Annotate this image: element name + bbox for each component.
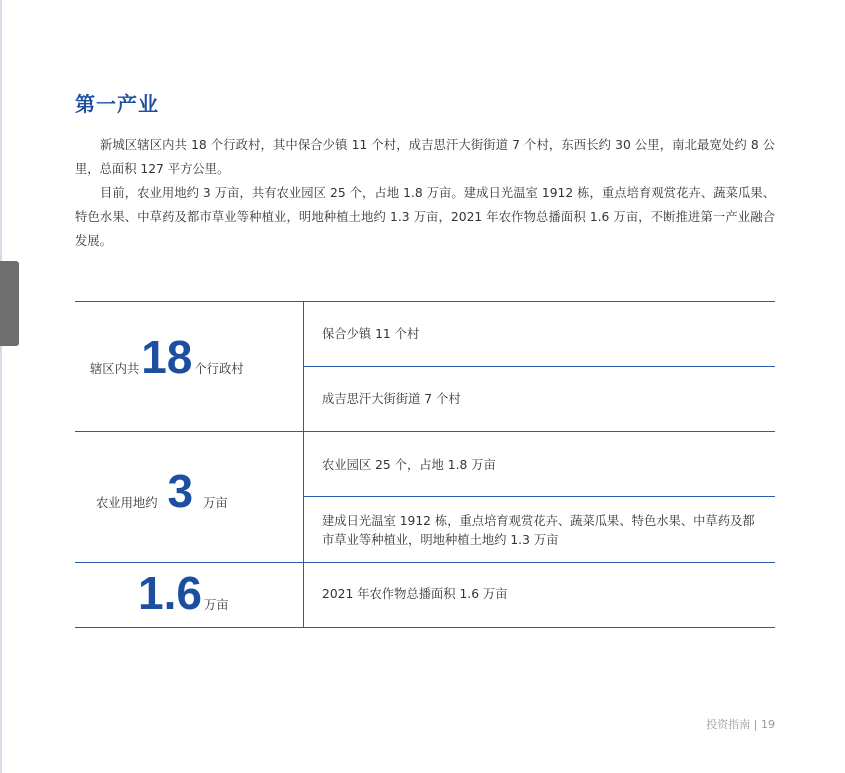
intro-paragraph-2: 目前，农业用地约 3 万亩，共有农业园区 25 个，占地 1.8 万亩。建成日光温室 1912 栋，重点培育观赏花卉、蔬菜瓜果、特色水果、中草药及都市草业等种植业，明地种植土地约 1.3 万亩，2021 年农作物总播面积 1.6 万亩，不断推进第一产业融合发展。 <box>75 186 775 248</box>
table-bottom-rule <box>75 627 775 628</box>
table-cell: 农业园区 25 个，占地 1.8 万亩 <box>322 458 496 472</box>
stat-suffix: 万亩 <box>203 496 228 510</box>
table-inner-rule <box>304 496 775 497</box>
section-title: 第一产业 <box>75 92 159 116</box>
stat-number: 1.6 <box>138 567 202 619</box>
stat-villages <box>90 330 244 384</box>
intro-paragraph-1: 新城区辖区内共 18 个行政村，其中保合少镇 11 个村，成吉思汗大街街道 7 个村，东西长约 30 公里，南北最宽处约 8 公里，总面积 127 平方公里。 <box>75 138 775 176</box>
stat-number: 18 <box>141 331 193 383</box>
page-edge <box>0 0 2 773</box>
chapter-side-tab <box>0 261 19 346</box>
table-column-divider <box>303 301 304 628</box>
stat-sown-area <box>138 566 229 620</box>
table-cell: 2021 年农作物总播面积 1.6 万亩 <box>322 587 508 601</box>
table-cell: 保合少镇 11 个村 <box>322 327 420 341</box>
table-row-divider <box>75 562 775 563</box>
stat-suffix: 万亩 <box>203 598 229 612</box>
page-footer: 投资指南 | 19 <box>706 718 775 731</box>
stat-prefix: 辖区内共 <box>90 362 140 376</box>
stat-prefix: 农业用地约 <box>96 496 158 510</box>
table-row-divider <box>75 431 775 432</box>
stat-farmland <box>96 464 228 518</box>
table-cell: 建成日光温室 1912 栋，重点培育观赏花卉、蔬菜瓜果、特色水果、中草药及都市草业等种植业，明地种植土地约 1.3 万亩 <box>322 514 755 547</box>
stat-suffix: 个行政村 <box>194 362 244 376</box>
stat-number: 3 <box>167 465 194 517</box>
table-inner-rule <box>304 366 775 367</box>
table-top-rule <box>75 301 775 302</box>
table-cell: 成吉思汗大街街道 7 个村 <box>322 392 461 406</box>
